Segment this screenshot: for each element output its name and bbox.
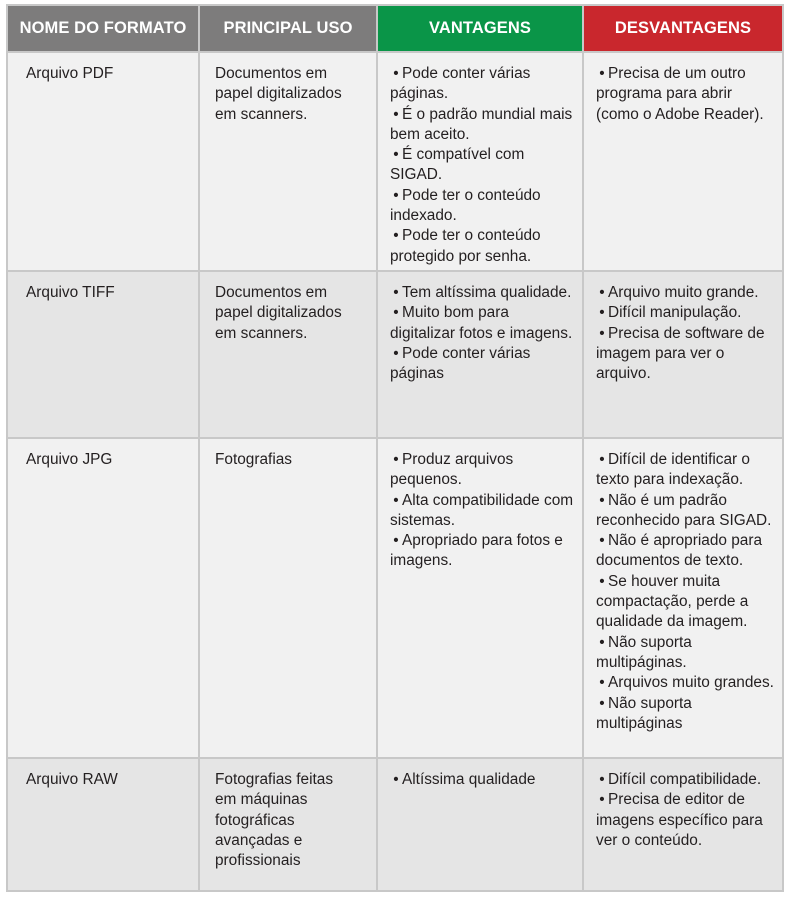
format-name-cell bbox=[8, 759, 198, 890]
principal-use-cell bbox=[200, 272, 376, 437]
principal-use-cell bbox=[200, 439, 376, 757]
list-item-text: Apropriado para fotos e imagens. bbox=[390, 532, 563, 570]
format-name-cell bbox=[8, 272, 198, 437]
principal-use-text: Documentos em papel digitalizados em scanners. bbox=[215, 65, 342, 123]
bullet-icon: • bbox=[393, 227, 399, 245]
list-item-text: Pode ter o conteúdo indexado. bbox=[390, 186, 541, 225]
bullet-icon: • bbox=[599, 491, 605, 509]
list-item-text: Não suporta multipáginas bbox=[596, 694, 692, 732]
bullet-icon: • bbox=[599, 791, 605, 809]
header-principal-uso bbox=[200, 6, 376, 51]
list-item bbox=[390, 450, 574, 491]
list-item bbox=[390, 283, 574, 303]
bullet-icon: • bbox=[393, 65, 399, 82]
format-name-cell bbox=[8, 439, 198, 757]
list-item-text: Pode conter várias páginas bbox=[390, 344, 531, 383]
list-item bbox=[390, 303, 574, 344]
list-item-text: Precisa de um outro programa para abrir (como o Adobe Reader). bbox=[596, 65, 764, 123]
list-item-text: Difícil compatibilidade. bbox=[608, 771, 762, 788]
header-nome-do-formato bbox=[8, 6, 198, 51]
list-item-text: Difícil manipulação. bbox=[608, 304, 742, 322]
formats-table bbox=[6, 4, 784, 892]
list-item-text: Altíssima qualidade bbox=[402, 771, 536, 788]
list-item bbox=[390, 105, 574, 146]
bullet-icon: • bbox=[599, 284, 605, 301]
format-name: Arquivo PDF bbox=[26, 65, 114, 82]
list-item-text: Se houver muita compactação, perde a qualidade da imagem. bbox=[596, 572, 749, 631]
list-item bbox=[596, 572, 774, 633]
bullet-list bbox=[390, 283, 574, 384]
header-label: NOME DO FORMATO bbox=[19, 19, 187, 37]
bullet-icon: • bbox=[393, 284, 399, 301]
disadvantages-cell bbox=[584, 759, 782, 890]
bullet-icon: • bbox=[393, 105, 399, 123]
bullet-list bbox=[390, 64, 574, 267]
bullet-icon: • bbox=[393, 491, 399, 509]
format-name: Arquivo RAW bbox=[26, 771, 118, 788]
list-item-text: Precisa de software de imagem para ver o arquivo. bbox=[596, 324, 765, 383]
advantages-cell bbox=[378, 439, 582, 757]
header-desvantagens bbox=[584, 6, 782, 51]
list-item bbox=[596, 531, 774, 572]
disadvantages-cell bbox=[584, 439, 782, 757]
list-item bbox=[390, 226, 574, 267]
format-name-cell bbox=[8, 53, 198, 270]
list-item bbox=[390, 64, 574, 105]
advantages-cell bbox=[378, 53, 582, 270]
list-item bbox=[390, 344, 574, 385]
bullet-icon: • bbox=[599, 65, 605, 82]
header-label: DESVANTAGENS bbox=[614, 19, 752, 37]
principal-use-text: Documentos em papel digitalizados em scanners. bbox=[215, 284, 342, 342]
bullet-icon: • bbox=[599, 324, 605, 342]
bullet-icon: • bbox=[393, 532, 399, 550]
list-item bbox=[596, 283, 774, 303]
bullet-list bbox=[390, 450, 574, 572]
bullet-list bbox=[596, 770, 774, 851]
bullet-icon: • bbox=[599, 304, 605, 322]
principal-use-cell bbox=[200, 53, 376, 270]
bullet-icon: • bbox=[393, 186, 399, 204]
list-item bbox=[596, 491, 774, 532]
bullet-icon: • bbox=[393, 304, 399, 322]
format-name: Arquivo TIFF bbox=[26, 284, 115, 301]
list-item-text: É o padrão mundial mais bem aceito. bbox=[390, 105, 573, 143]
bullet-icon: • bbox=[599, 674, 605, 692]
bullet-icon: • bbox=[599, 694, 605, 712]
list-item-text: Pode ter o conteúdo protegido por senha. bbox=[390, 227, 541, 265]
list-item bbox=[390, 491, 574, 532]
list-item bbox=[596, 673, 774, 693]
bullet-list bbox=[596, 64, 774, 125]
bullet-icon: • bbox=[393, 451, 399, 468]
list-item-text: Alta compatibilidade com sistemas. bbox=[390, 491, 574, 529]
list-item-text: Difícil de identificar o texto para indexação. bbox=[596, 451, 750, 489]
bullet-list bbox=[390, 770, 574, 790]
list-item bbox=[596, 770, 774, 790]
list-item bbox=[596, 324, 774, 385]
list-item-text: Muito bom para digitalizar fotos e imagens. bbox=[390, 304, 573, 342]
list-item-text: Tem altíssima qualidade. bbox=[402, 284, 572, 301]
list-item bbox=[596, 790, 774, 851]
list-item bbox=[596, 694, 774, 735]
list-item-text: Pode conter várias páginas. bbox=[390, 65, 531, 103]
list-item-text: Não é um padrão reconhecido para SIGAD. bbox=[596, 491, 772, 529]
list-item bbox=[390, 186, 574, 227]
list-item bbox=[390, 531, 574, 572]
list-item-text: Precisa de editor de imagens específico para ver o conteúdo. bbox=[596, 791, 763, 849]
disadvantages-cell bbox=[584, 272, 782, 437]
list-item-text: Não é apropriado para documentos de texto. bbox=[596, 532, 763, 570]
advantages-cell bbox=[378, 272, 582, 437]
bullet-icon: • bbox=[393, 771, 399, 788]
bullet-icon: • bbox=[599, 572, 605, 590]
bullet-icon: • bbox=[393, 344, 399, 362]
bullet-icon: • bbox=[599, 633, 605, 651]
disadvantages-cell bbox=[584, 53, 782, 270]
header-vantagens bbox=[378, 6, 582, 51]
list-item-text: Produz arquivos pequenos. bbox=[390, 451, 514, 489]
header-label: PRINCIPAL USO bbox=[223, 19, 353, 37]
bullet-icon: • bbox=[599, 532, 605, 550]
list-item bbox=[390, 770, 574, 790]
header-label: VANTAGENS bbox=[428, 19, 532, 37]
list-item bbox=[596, 303, 774, 323]
advantages-cell bbox=[378, 759, 582, 890]
list-item-text: Não suporta multipáginas. bbox=[596, 633, 692, 671]
bullet-list bbox=[596, 450, 774, 734]
principal-use-text: Fotografias feitas em máquinas fotográficas avançadas e profissionais bbox=[215, 771, 334, 870]
format-name: Arquivo JPG bbox=[26, 451, 113, 468]
principal-use-cell bbox=[200, 759, 376, 890]
bullet-list bbox=[596, 283, 774, 384]
list-item bbox=[596, 450, 774, 491]
principal-use-text: Fotografias bbox=[215, 451, 292, 468]
list-item bbox=[390, 145, 574, 186]
list-item-text: Arquivo muito grande. bbox=[608, 284, 759, 301]
list-item-text: É compatível com SIGAD. bbox=[390, 146, 525, 184]
bullet-icon: • bbox=[599, 771, 605, 788]
bullet-icon: • bbox=[599, 451, 605, 468]
list-item-text: Arquivos muito grandes. bbox=[608, 674, 774, 692]
bullet-icon: • bbox=[393, 146, 399, 164]
list-item bbox=[596, 64, 774, 125]
list-item bbox=[596, 633, 774, 674]
